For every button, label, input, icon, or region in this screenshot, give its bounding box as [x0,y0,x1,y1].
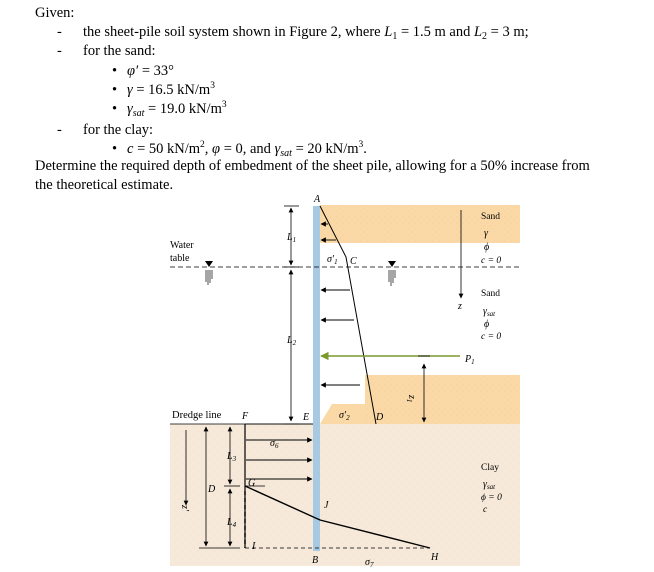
legend-sand1-phi: ϕ [484,242,490,253]
upper-sand-texture [320,205,520,243]
label-L2: $L_2$ [287,335,297,347]
label-z-prime: z′ [179,505,190,512]
item-sand-heading: for the sand: [83,43,156,59]
label-z: z [458,301,462,312]
sheet-pile-figure [160,192,524,572]
question-line-1: Determine the required depth of embedment of the sheet pile, allowing for a 50% increase from [35,158,590,174]
sand-gamma: γ = 16.5 $kN/m^3$ [127,81,215,98]
label-J: J [324,500,329,511]
label-L4: $L_4$ [227,517,237,529]
label-L3: $L_3$ [227,451,237,463]
dredge-line-label: Dredge line [172,410,222,421]
clay-properties: c = 50 $kN/m^2$, φ = 0, and $\gamma_{sat} = 20$ $kN/m^3$. [127,140,367,159]
bullet-4: • [112,141,118,157]
label-D-depth: D [208,484,216,495]
label-sigma7: $\sigma_7$ [365,557,374,569]
label-E: E [303,412,310,423]
label-B: B [312,555,319,566]
label-L1: $L_1$ [287,232,297,244]
legend-sand2-gamma: $\gamma_{sat}$ [483,306,496,318]
legend-sand2-c: c = 0 [481,332,502,342]
legend-sand2-phi: ϕ [484,319,490,330]
bullet-2: • [112,82,118,98]
label-P1: $P_1$ [465,354,475,366]
bullet-3: • [112,101,118,117]
legend-sand1-c: c = 0 [481,256,502,266]
legend-sand2-title: Sand [481,289,500,299]
water-table-label-1: Water [170,240,194,251]
water-table-label-2: table [170,253,190,264]
label-F: F [242,411,249,422]
sand-gamma-sat: $\gamma_{sat} = 19.0$ $kN/m^3$ [127,100,227,119]
label-H: H [431,552,439,563]
given-label: Given: [35,5,75,21]
legend-clay-phi: ϕ = 0 [481,493,502,503]
water-table-hatch-left [206,270,212,285]
label-C: C [350,256,357,267]
passive-sand-right-texture [365,375,520,424]
legend-clay-title: Clay [481,463,499,473]
water-table-marker-right [388,261,396,267]
bullet-1: • [112,63,118,79]
label-I: I [252,541,256,552]
clay-texture [170,424,520,566]
label-z-bar: $z_1$ [405,395,417,403]
item-clay-heading: for the clay: [83,122,154,138]
label-A: A [314,194,321,205]
legend-clay-c: c [483,505,488,515]
label-sigma1: $\sigma'_1$ [327,254,338,266]
label-D: D [376,412,384,423]
question-line-2: the theoretical estimate. [35,177,174,193]
label-sigma6: $\sigma_6$ [270,438,279,450]
legend-sand1-gamma: γ [484,228,488,239]
label-sigma2: $\sigma'_2$ [339,410,350,422]
legend-sand1-title: Sand [481,212,500,222]
dash-1: - [57,24,62,40]
sand-phi: φ′ = 33° [127,63,174,79]
water-table-hatch-right [389,270,395,286]
dash-3: - [57,122,62,138]
legend-clay-gamma: $\gamma_{sat}$ [483,479,496,491]
dash-2: - [57,43,62,59]
label-G: G [248,478,256,489]
item-sheet-pile: the sheet-pile soil system shown in Figure 2, where $L_1 = 1.5$ m and $L_2 = 3$ m; [83,24,529,42]
sheet-pile [313,206,320,551]
water-table-marker-left [205,261,213,267]
